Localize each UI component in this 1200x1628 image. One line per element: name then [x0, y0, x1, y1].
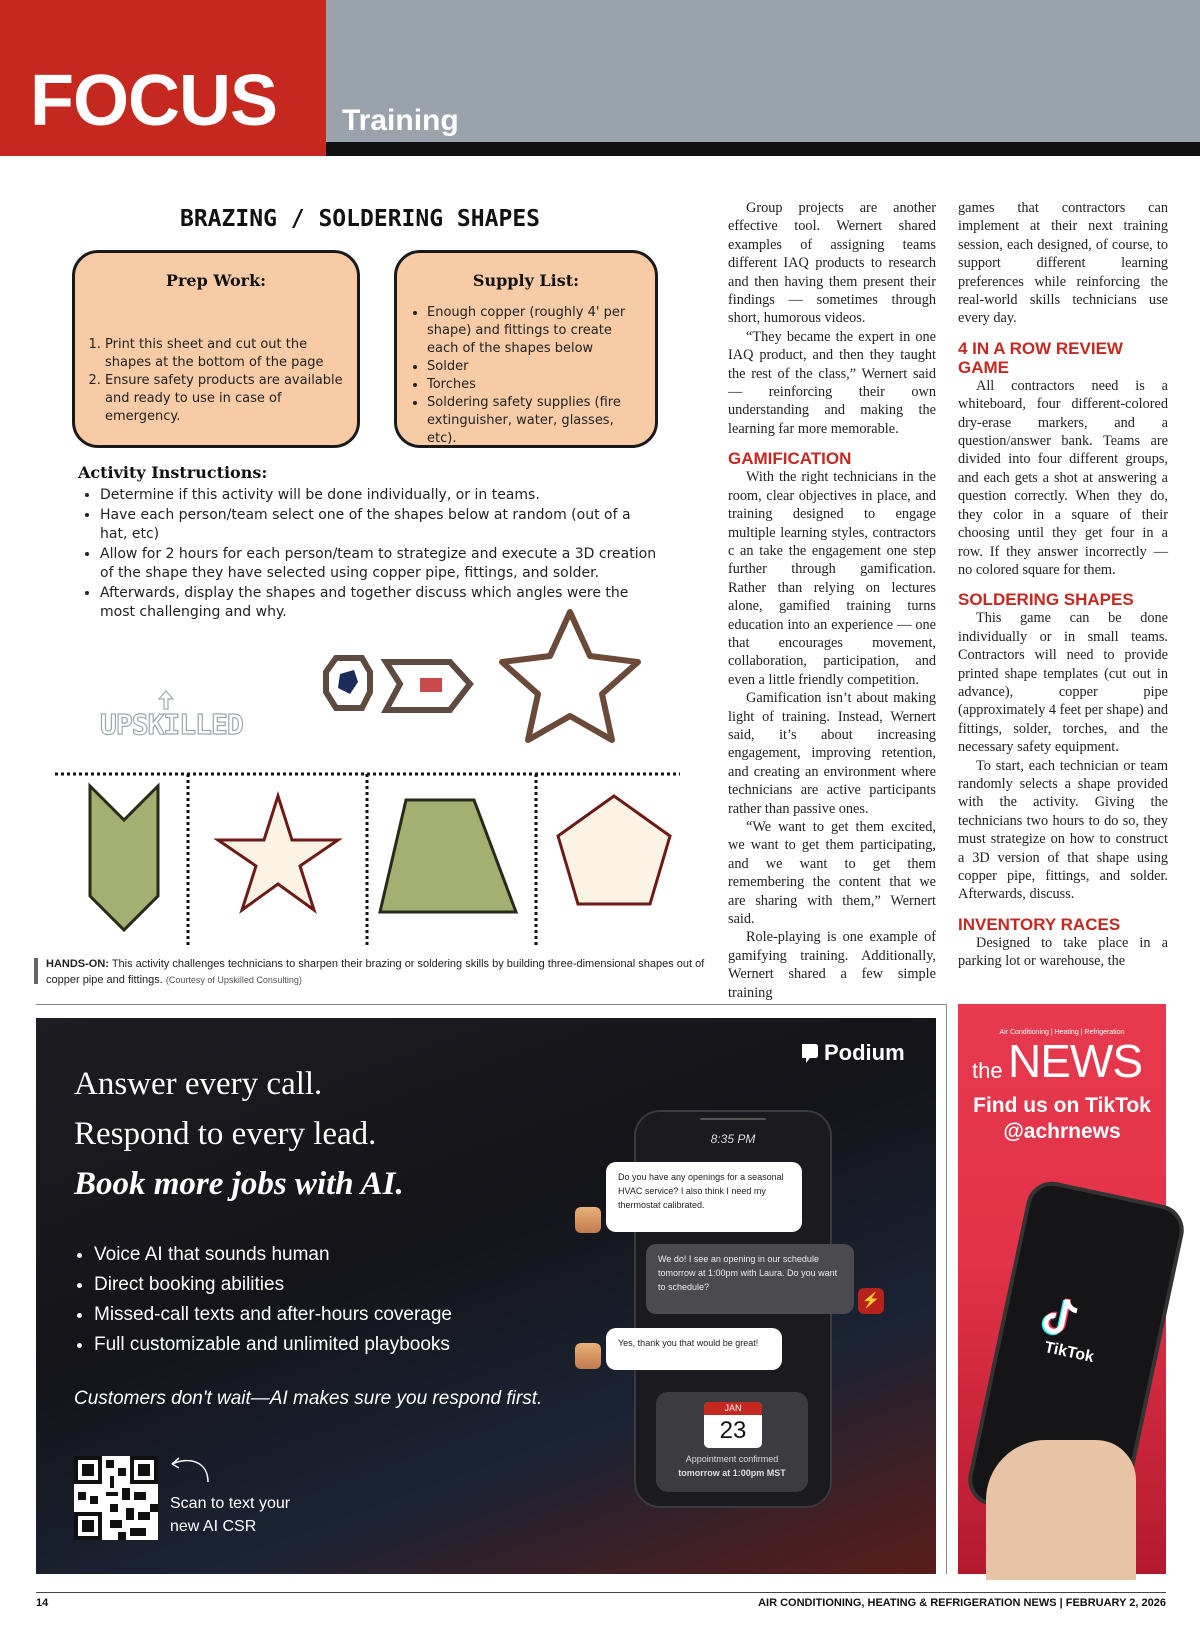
phone-time: 8:35 PM — [710, 1132, 756, 1146]
subhead-4-in-a-row: 4 IN A ROW REVIEW GAME — [958, 338, 1123, 377]
paragraph: With the right technicians in the room, clear objectives in place, and training designed to engage multiple learning styles, contractors c an take the engagement one step further through gamification. Rather than relying on lectures alone, gamified training turns education into an experience — one that encourages movement, collaboration, participation, and even a little friendly competition. — [728, 469, 936, 688]
prep-item: 2. Ensure safety products are available and ready to use in case of emergency. — [105, 372, 345, 426]
ad-feature: • Voice AI that sounds human — [94, 1240, 452, 1270]
supply-list-heading: Supply List: — [472, 271, 580, 290]
paragraph: Role-playing is one example of gamifying training. Additionally, Wernert shared a few simple training — [728, 929, 936, 1001]
news-logo: NEWS — [1008, 1035, 1142, 1087]
paragraph: All contractors need is a whiteboard, four different-colored dry-erase markers, and a question/answer bank. Teams are divided into four different groups, and each gets a shot at answering a question correctly. When they do, they color in a square of their choosing until they get four in a row. If they answer incorrectly — no colored square for them. — [958, 377, 1168, 578]
customer-message: Do you have any openings for a seasonal HVAC service? I also think I need my thermostat calibrated. — [606, 1162, 802, 1232]
page-number: 14 — [36, 1597, 49, 1609]
ad-headline-3: Book more jobs with AI. — [74, 1166, 404, 1202]
ad-feature-list — [94, 1240, 452, 1360]
figure-caption — [46, 956, 706, 988]
prep-work-box — [72, 250, 360, 448]
activity-item: • Allow for 2 hours for each person/team to strategize and execute a 3D creation of the shape they have selected using copper pipe, fittings, and solder. — [100, 545, 660, 584]
appointment-line-1: Appointment confirmed — [685, 1454, 779, 1464]
copper-star — [502, 612, 638, 740]
paragraph: “We want to get them excited, we want to get them participating, and we want to get them remembering the content that we are sharing with them,” Wernert said. — [728, 819, 936, 928]
curved-arrow-icon — [166, 1452, 214, 1484]
ai-reply-message: We do! I see an opening in our schedule tomorrow at 1:00pm with Laura. Do you want to schedule? — [646, 1244, 854, 1314]
supply-list-box — [394, 250, 658, 448]
customer-avatar — [575, 1207, 601, 1233]
tiktok-handle[interactable]: @achrnews — [1003, 1120, 1121, 1143]
octagon-center-mark — [338, 670, 358, 694]
activity-item: • Have each person/team select one of the shapes below at random (out of a hat, etc) — [100, 506, 660, 545]
supply-item: • Soldering safety supplies (fire extinguisher, water, glasses, etc). — [427, 394, 643, 448]
supply-item: • Torches — [427, 376, 643, 394]
upskilled-logo: UPSKILLED — [100, 708, 243, 741]
scan-line-1: Scan to text your — [170, 1495, 291, 1512]
phone-notch — [700, 1118, 766, 1120]
supply-item: • Solder — [427, 358, 643, 376]
appointment-line-2: tomorrow at 1:00pm MST — [678, 1468, 786, 1478]
ad-frame-top — [36, 1004, 947, 1005]
qr-code[interactable] — [74, 1456, 158, 1540]
hand-image — [986, 1440, 1136, 1580]
calendar-month: JAN — [704, 1402, 762, 1415]
prep-work-heading: Prep Work: — [165, 271, 267, 290]
chevron-shape — [90, 786, 158, 930]
lightning-icon: ⚡ — [858, 1288, 884, 1314]
scan-line-2: new AI CSR — [170, 1518, 257, 1535]
ad-tagline: Customers don't wait—AI makes sure you respond first. — [74, 1388, 543, 1409]
section-title: FOCUS — [30, 61, 277, 141]
calendar-icon — [704, 1402, 762, 1448]
pentagon-shape — [558, 796, 670, 904]
scan-instruction — [170, 1492, 290, 1538]
cutout-shapes-panel — [50, 770, 690, 950]
tiktok-cta: Find us on TikTok — [973, 1094, 1151, 1117]
news-logo-the: the — [972, 1058, 1003, 1083]
prep-item: 1. Print this sheet and cut out the shapes at the bottom of the page — [105, 336, 345, 372]
news-tagline: Air Conditioning | Heating | Refrigeration — [999, 1029, 1125, 1036]
customer-avatar — [575, 1343, 601, 1369]
subhead-gamification: GAMIFICATION — [728, 449, 852, 469]
customer-confirm-message: Yes, thank you that would be great! — [606, 1328, 782, 1370]
subhead-inventory-races: INVENTORY RACES — [958, 914, 1121, 934]
paragraph: This game can be done individually or in small teams. Contractors will need to provide printed shape templates (cut out in advance), copper pipe (approximately 4 feet per shape) and fittings, solder, torches, and the necessary safety equipment. — [958, 610, 1168, 756]
podium-logo: Podium — [824, 1040, 905, 1065]
trapezoid-shape — [380, 800, 516, 912]
paragraph: Group projects are another effective tool. Wernert shared examples of assigning teams different IAQ products to research and then having them present their findings — sometimes through short, humorous videos. — [728, 200, 936, 327]
header-rule — [326, 142, 1200, 156]
subhead-soldering-shapes: SOLDERING SHAPES — [958, 590, 1134, 610]
ad-feature: • Direct booking abilities — [94, 1270, 452, 1300]
paragraph: Designed to take place in a parking lot or warehouse, the — [958, 934, 1168, 970]
paragraph: “They became the expert in one IAQ product, and then they taught the rest of the class,” Wernert said — reinforcing their own understanding and making the learning far more memorable. — [728, 328, 936, 437]
ad-headline-2: Respond to every lead. — [74, 1116, 377, 1152]
subsection-title: Training — [342, 104, 459, 137]
article-column-1 — [728, 199, 936, 1002]
ad-feature: • Missed-call texts and after-hours coverage — [94, 1300, 452, 1330]
star-shape — [218, 796, 338, 910]
appointment-text — [656, 1452, 808, 1480]
caption-text: This activity challenges technicians to sharpen their brazing or soldering skills by building three-dimensional shapes out of copper pipe and fittings. — [46, 958, 705, 986]
footer-rule — [36, 1592, 1166, 1593]
publication-info: AIR CONDITIONING, HEATING & REFRIGERATION NEWS | FEBRUARY 2, 2026 — [758, 1597, 1166, 1609]
ad-feature: • Full customizable and unlimited playbooks — [94, 1330, 452, 1360]
ad-frame-right — [946, 1004, 947, 1574]
caption-credit: (Courtesy of Upskilled Consulting) — [165, 975, 302, 985]
caption-bar — [34, 958, 38, 984]
tiktok-wordmark: TikTok — [1042, 1338, 1096, 1367]
paragraph: Gamification isn’t about making light of training. Instead, Wernert said, it’s about increasing engagement, improving retention, and creating an environment where technicians are active participants rather than passive ones. — [728, 690, 936, 817]
upskilled-arrow-icon — [158, 690, 174, 710]
activity-item: • Afterwards, display the shapes and together discuss which angles were the most challenging and why. — [100, 584, 660, 623]
activity-item: • Determine if this activity will be done individually, or in teams. — [100, 486, 660, 506]
paragraph: games that contractors can implement at their next training session, each designed, of course, to support different learning preferences while reinforcing the real-world skills technicians use every day. — [958, 200, 1168, 327]
article-column-2 — [958, 199, 1168, 971]
arrow-center-mark — [420, 678, 442, 692]
caption-label: HANDS-ON: — [46, 958, 109, 970]
calendar-day: 23 — [719, 1417, 747, 1444]
figure-title: BRAZING / SOLDERING SHAPES — [179, 206, 541, 232]
activity-heading: Activity Instructions: — [78, 463, 268, 482]
copper-shapes-photo — [300, 600, 700, 760]
podium-logo-icon — [800, 1042, 820, 1064]
paragraph: To start, each technician or team randomly selects a shape provided with the activity. Giving the technicians two hours to do so, they must strategize on how to construct a 3D version of that shape using copper pipe, fittings, and solder. Afterwards, discuss. — [958, 757, 1168, 903]
supply-item: • Enough copper (roughly 4' per shape) and fittings to create each of the shapes below — [427, 304, 643, 358]
ad-headline-1: Answer every call. — [74, 1066, 323, 1102]
